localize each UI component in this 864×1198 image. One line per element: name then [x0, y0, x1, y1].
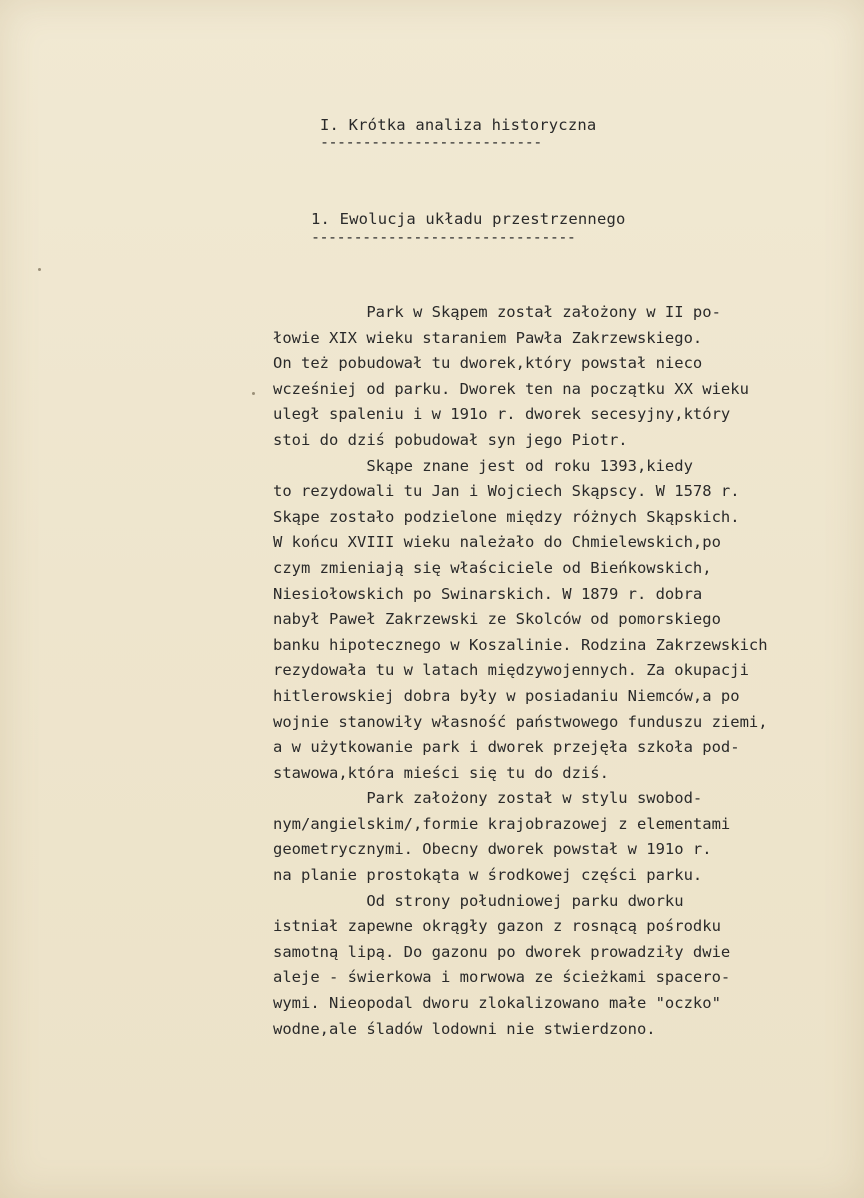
text-line: On też pobudował tu dworek,który powstał nieco [273, 354, 703, 373]
subsection-title: 1. Ewolucja układu przestrzennego [311, 210, 626, 228]
title-underline: -------------------------- [320, 133, 542, 151]
text-line: wymi. Nieopodal dworu zlokalizowano małe "oczko" [273, 994, 721, 1013]
text-line: W końcu XVIII wieku należało do Chmielewskich,po [273, 533, 721, 552]
text-line: wcześniej od parku. Dworek ten na początku XX wieku [273, 379, 749, 398]
text-line: Park w Skąpem został założony w II po- [273, 303, 721, 321]
text-line: rezydowała tu w latach międzywojennych. Za okupacji [273, 661, 749, 680]
text-line: samotną lipą. Do gazonu po dworek prowadziły dwie [273, 942, 731, 961]
text-line: czym zmieniają się właściciele od Bieńkowskich, [273, 558, 712, 577]
text-line: nym/angielskim/,formie krajobrazowej z elementami [273, 814, 731, 833]
text-line: Park założony został w stylu swobod- [273, 789, 703, 808]
text-line: Skąpe zostało podzielone między różnych Skąpskich. [273, 507, 740, 526]
text-line: istniał zapewne okrągły gazon z rosnącą pośrodku [273, 917, 721, 936]
margin-mark [38, 268, 41, 271]
text-line: łowie XIX wieku staraniem Pawła Zakrzewskiego. [273, 328, 703, 347]
text-line: na planie prostokąta w środkowej części parku. [273, 866, 703, 885]
text-line: wodne,ale śladów lodowni nie stwierdzono. [273, 1019, 656, 1038]
text-line: Niesiołowskich po Swinarskich. W 1879 r. dobra [273, 584, 703, 603]
text-line: hitlerowskiej dobra były w posiadaniu Niemców,a po [273, 686, 740, 705]
text-line: geometrycznymi. Obecny dworek powstał w 191o r. [273, 840, 712, 859]
text-line: stawowa,która mieści się tu do dziś. [273, 763, 609, 782]
text-line: Skąpe znane jest od roku 1393,kiedy [273, 456, 693, 475]
text-line: stoi do dziś pobudował syn jego Piotr. [273, 430, 628, 449]
text-line: aleje - świerkowa i morwowa ze ścieżkami spacero- [273, 968, 731, 987]
body-text [273, 300, 843, 1042]
text-line: a w użytkowanie park i dworek przejęła szkoła pod- [273, 738, 740, 757]
section-title: I. Krótka analiza historyczna [320, 116, 597, 134]
text-line: Od strony południowej parku dworku [273, 891, 684, 910]
text-line: banku hipotecznego w Koszalinie. Rodzina Zakrzewskich [273, 635, 768, 654]
margin-mark [252, 392, 255, 395]
subtitle-underline: ------------------------------- [311, 228, 576, 246]
text-line: wojnie stanowiły własność państwowego funduszu ziemi, [273, 712, 768, 731]
text-line: nabył Paweł Zakrzewski ze Skolców od pomorskiego [273, 610, 721, 629]
text-line: to rezydowali tu Jan i Wojciech Skąpscy. W 1578 r. [273, 482, 740, 501]
text-line: uległ spaleniu i w 191o r. dworek secesyjny,który [273, 405, 731, 424]
